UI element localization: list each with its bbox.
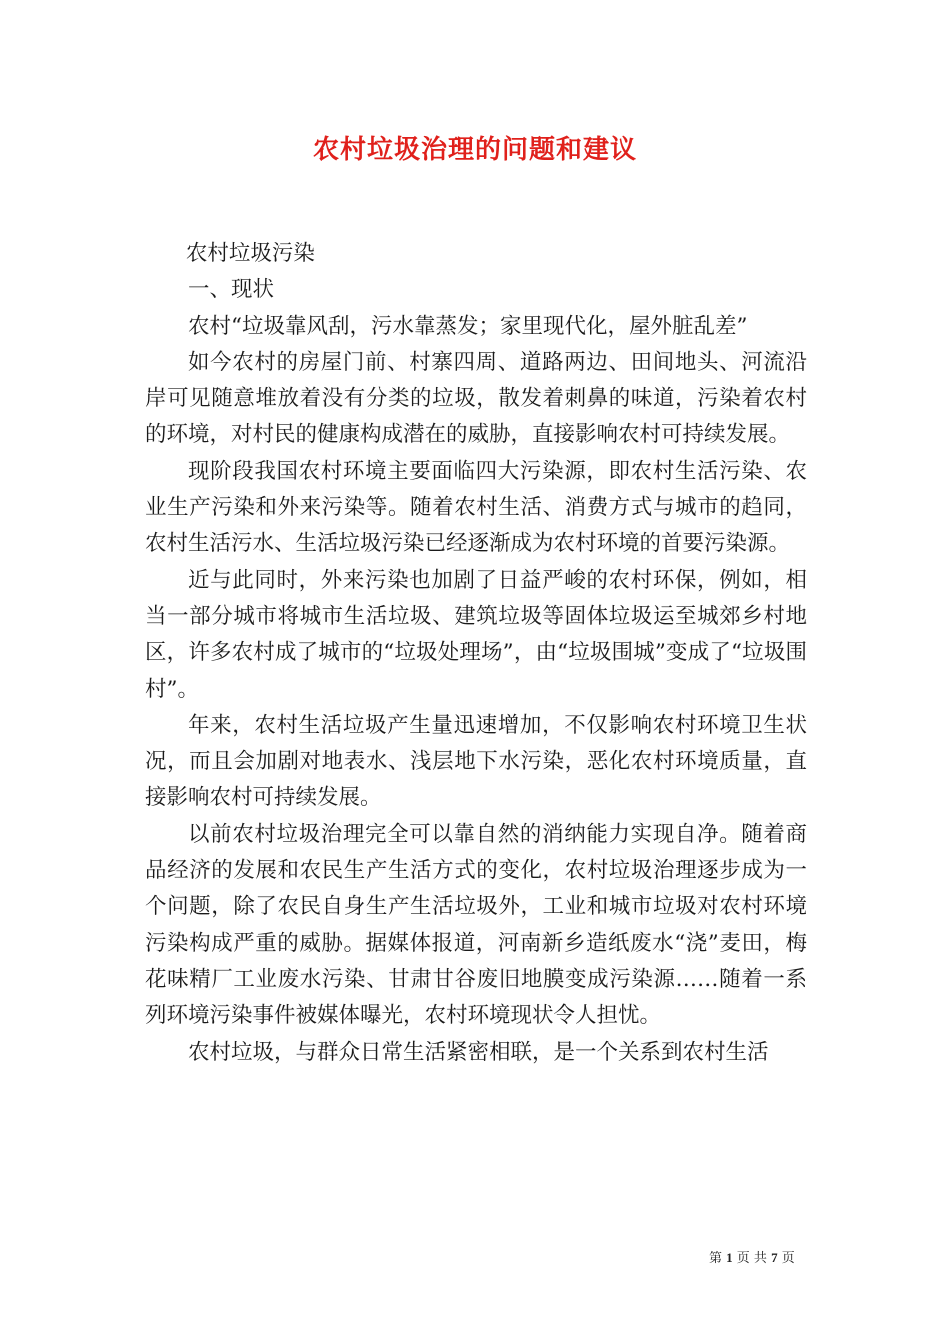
footer-prefix: 第 [709, 1251, 723, 1266]
current-page-number: 1 [726, 1250, 733, 1265]
paragraph: 如今农村的房屋门前、村寨四周、道路两边、田间地头、河流沿岸可见随意堆放着没有分类的垃圾，散发着刺鼻的味道，污染着农村的环境，对村民的健康构成潜在的威胁，直接影响农村可持续发展。 [145, 349, 807, 448]
paragraph: 近与此同时，外来污染也加剧了日益严峻的农村环保，例如，相当一部分城市将城市生活垃圾、建筑垃圾等固体垃圾运至城郊乡村地区，许多农村成了城市的“垃圾处理场”，由“垃圾围城”变成了“垃圾围村”。 [145, 567, 807, 702]
footer-suffix: 页 [781, 1251, 795, 1266]
paragraph: 年来，农村生活垃圾产生量迅速增加，不仅影响农村环境卫生状况，而且会加剧对地表水、浅层地下水污染，恶化农村环境质量，直接影响农村可持续发展。 [145, 712, 807, 811]
paragraph: 农村垃圾，与群众日常生活紧密相联，是一个关系到农村生活 [188, 1039, 769, 1065]
page-number-footer [709, 1249, 795, 1268]
paragraph-subheading: 一、现状 [188, 277, 275, 303]
total-pages-number: 7 [771, 1250, 778, 1265]
paragraph-quote: 农村“垃圾靠风刮，污水靠蒸发；家里现代化，屋外脏乱差” [188, 313, 748, 339]
document-body [145, 236, 807, 1071]
paragraph-section-heading: 农村垃圾污染 [185, 241, 315, 266]
footer-middle: 页 共 [736, 1251, 767, 1266]
document-title: 农村垃圾治理的问题和建议 [312, 135, 637, 165]
paragraph: 现阶段我国农村环境主要面临四大污染源，即农村生活污染、农业生产污染和外来污染等。随着农村生活、消费方式与城市的趋同，农村生活污水、生活垃圾污染已经逐渐成为农村环境的首要污染源。 [145, 458, 807, 557]
paragraph: 以前农村垃圾治理完全可以靠自然的消纳能力实现自净。随着商品经济的发展和农民生产生活方式的变化，农村垃圾治理逐步成为一个问题，除了农民自身生产生活垃圾外，工业和城市垃圾对农村环境污染构成严重的威胁。据媒体报道，河南新乡造纸废水“浇”麦田，梅花味精厂工业废水污染、甘肃甘谷废旧地膜变成污染源……随着一系列环境污染事件被媒体曝光，农村环境现状令人担忧。 [145, 821, 807, 1029]
